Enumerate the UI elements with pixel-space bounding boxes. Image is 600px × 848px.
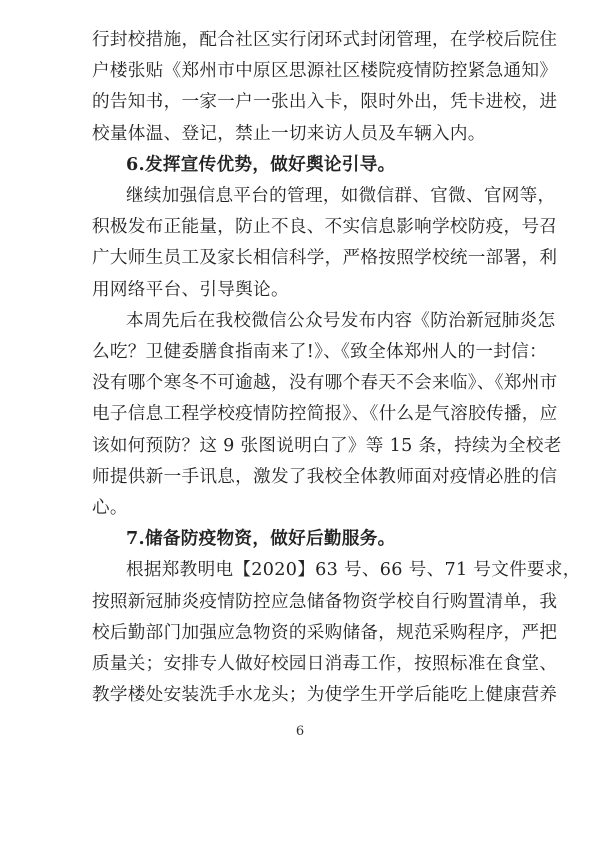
body-line: 质量关；安排专人做好校园日消毒工作，按照标准在食堂、 — [92, 654, 558, 674]
body-line: 该如何预防？这 9 张图说明白了》等 15 条，持续为全校老 — [92, 435, 562, 456]
body-line: 积极发布正能量，防止不良、不实信息影响学校防疫，号召 — [92, 217, 558, 238]
body-line: 教学楼处安装洗手水龙头；为使学生开学后能吃上健康营养 — [92, 685, 558, 706]
body-line: 户楼张贴《郑州市中原区思源社区楼院疫情防控紧急通知》 — [92, 61, 558, 82]
body-line: 行封校措施，配合社区实行闭环式封闭管理，在学校后院住 — [92, 30, 558, 50]
body-line: 么吃？卫健委膳食指南来了!》、《致全体郑州人的一封信： — [92, 342, 548, 362]
body-line: 用网络平台、引导舆论。 — [92, 279, 289, 300]
body-line: 继续加强信息平台的管理，如微信群、官微、官网等， — [126, 186, 556, 206]
section-heading: 7.储备防疫物资，做好后勤服务。 — [126, 528, 396, 550]
body-line: 电子信息工程学校疫情防控简报》、《什么是气溶胶传播，应 — [92, 404, 558, 425]
page-number: 6 — [295, 724, 305, 740]
body-line: 校后勤部门加强应急物资的采购储备，规范采购程序，严把 — [92, 622, 558, 643]
section-heading: 6.发挥宣传优势，做好舆论引导。 — [126, 153, 396, 175]
body-line: 没有哪个寒冬不可逾越，没有哪个春天不会来临》、《郑州市 — [92, 373, 558, 394]
body-line: 师提供新一手讯息，激发了我校全体教师面对疫情必胜的信 — [92, 466, 558, 487]
body-line: 根据郑教明电【2020】63 号、66 号、71 号文件要求， — [126, 560, 581, 581]
body-line: 心。 — [92, 498, 128, 518]
body-line: 的告知书，一家一户一张出入卡，限时外出，凭卡进校，进 — [92, 92, 558, 113]
body-line: 广大师生员工及家长相信科学，严格按照学校统一部署，利 — [92, 248, 558, 269]
body-line: 按照新冠肺炎疫情防控应急储备物资学校自行购置清单，我 — [92, 591, 558, 612]
body-line: 本周先后在我校微信公众号发布内容《防治新冠肺炎怎 — [126, 310, 556, 331]
body-line: 校量体温、登记，禁止一切来访人员及车辆入内。 — [92, 123, 486, 144]
